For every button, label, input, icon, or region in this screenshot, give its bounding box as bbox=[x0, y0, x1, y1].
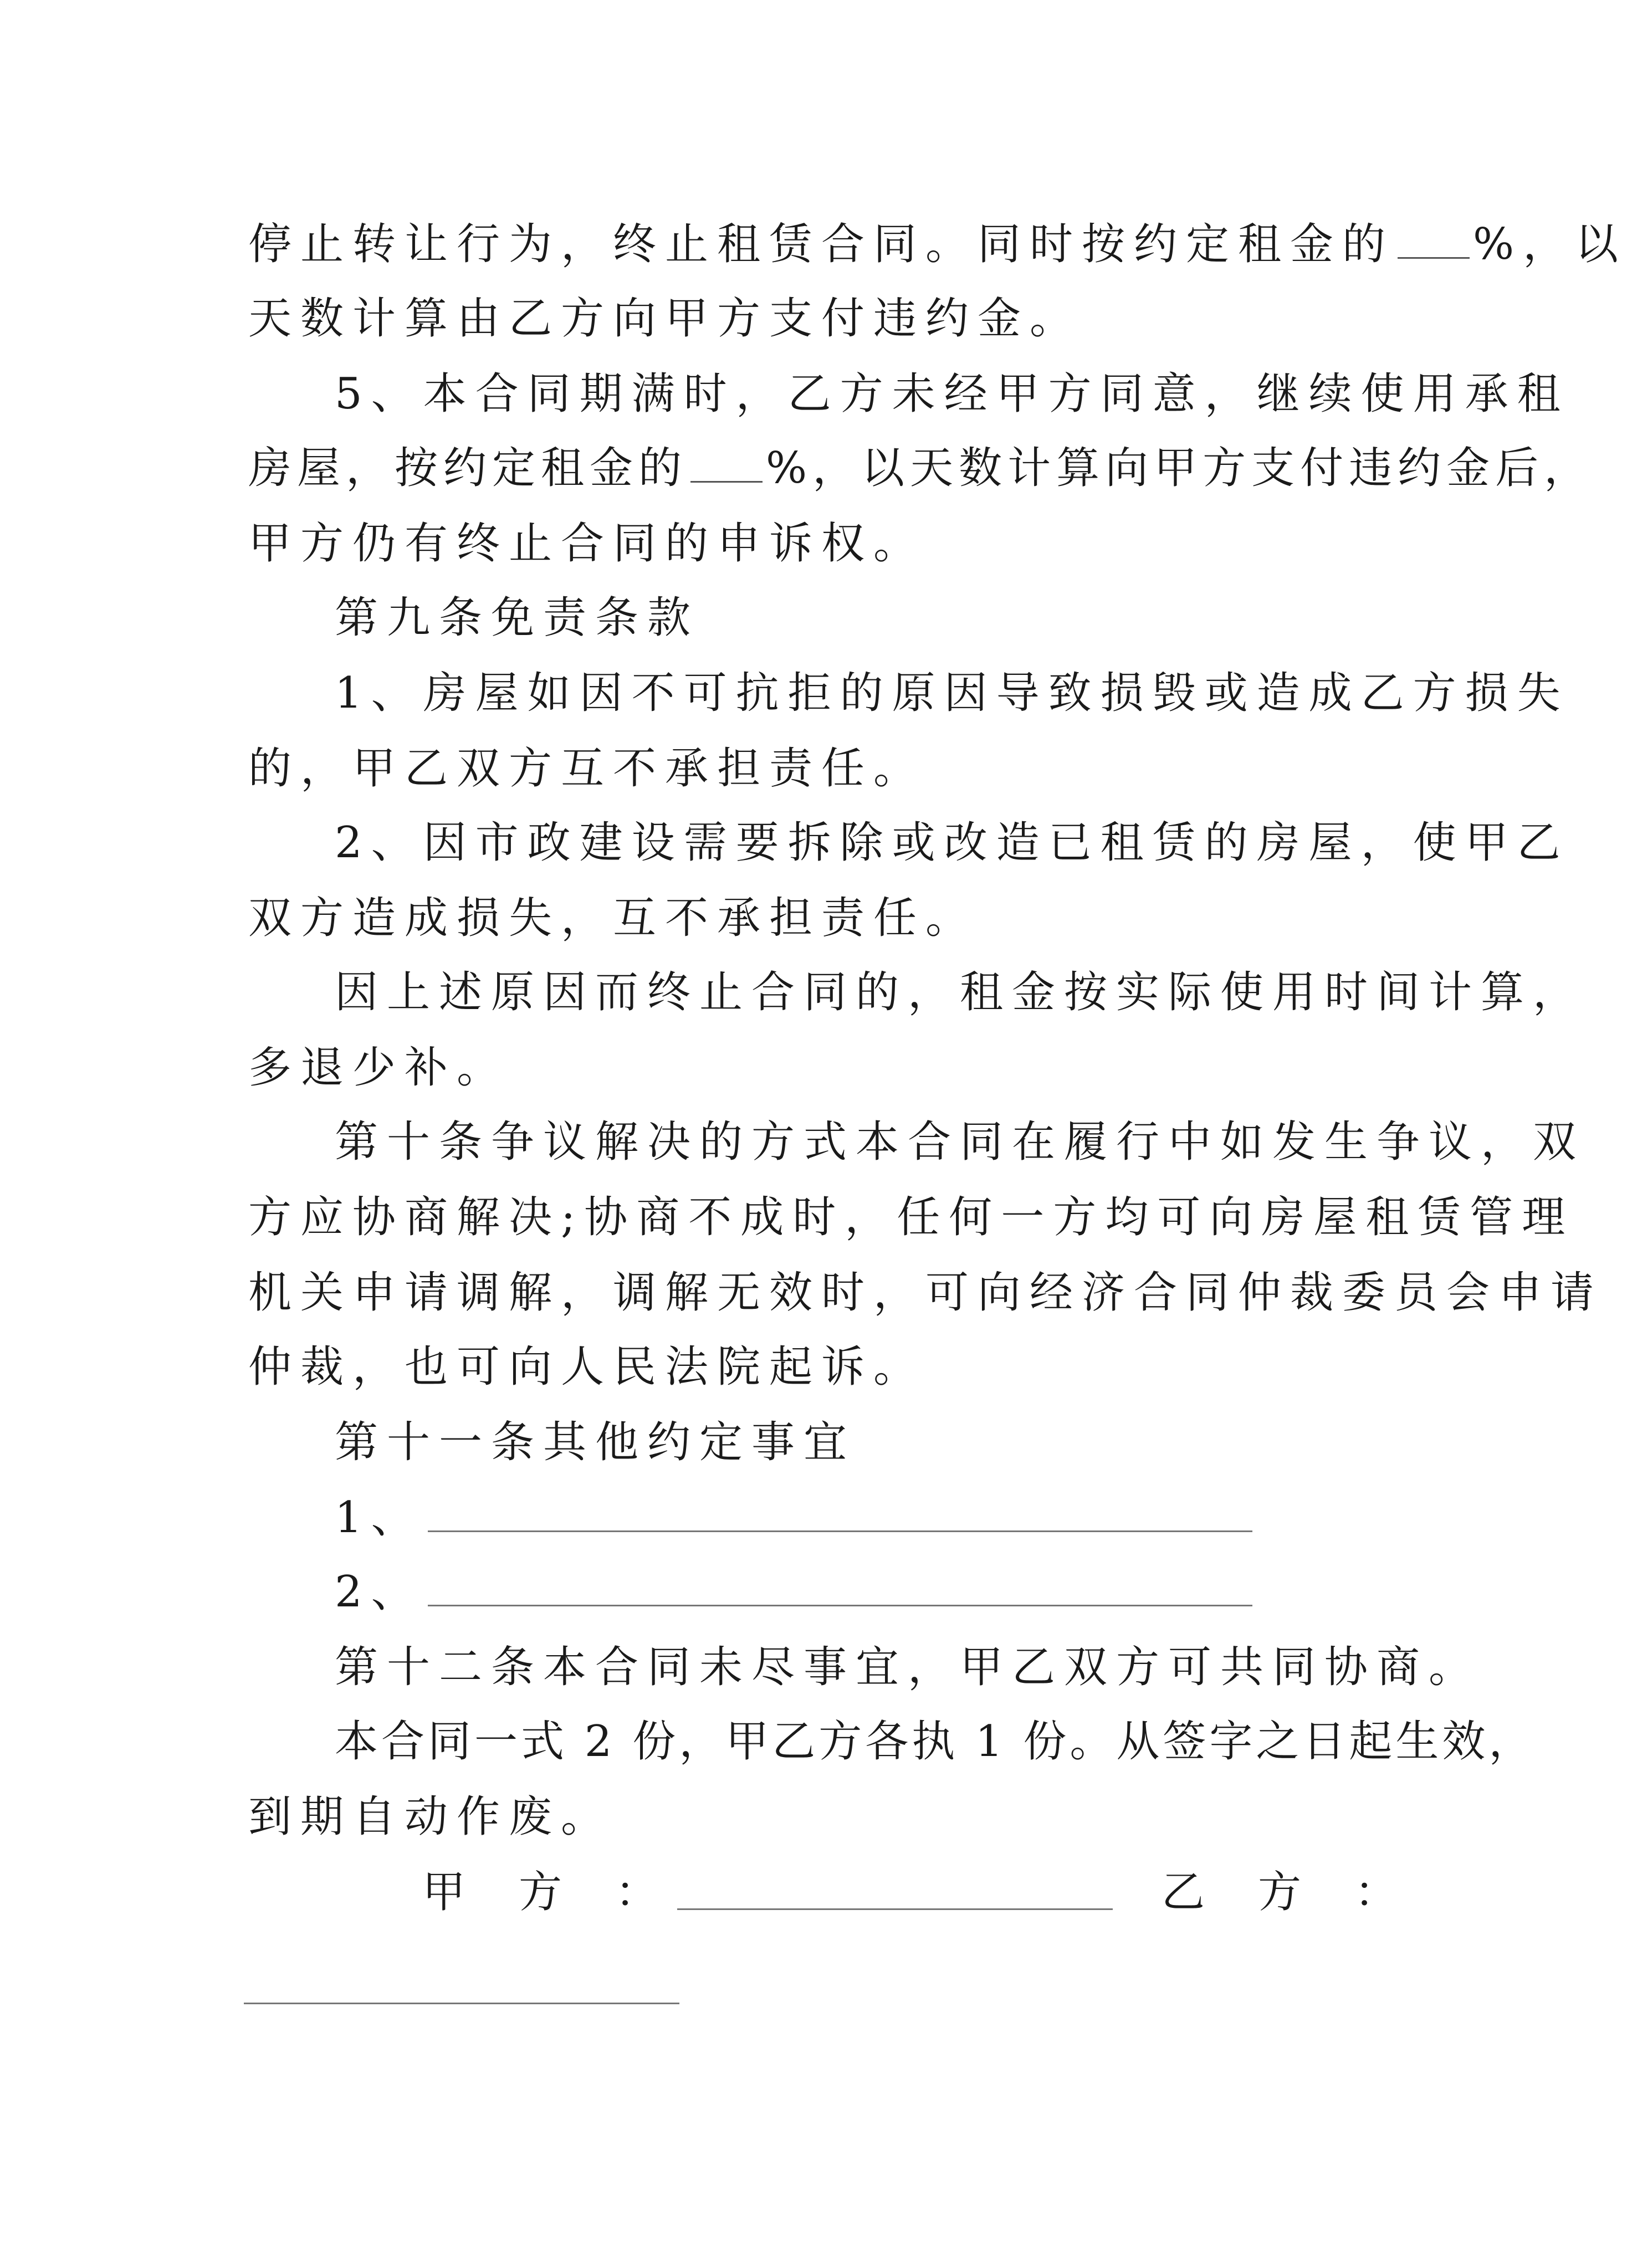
fill-in-blank[interactable] bbox=[690, 450, 763, 483]
paragraph-line: 到期自动作废。 bbox=[248, 1792, 613, 1842]
text-segment: 停止转让行为，终止租赁合同。同时按约定租金的 bbox=[248, 219, 1395, 269]
label-char: 乙 bbox=[1162, 1867, 1205, 1917]
article-title: 第九条免责条款 bbox=[335, 593, 700, 643]
paragraph-line: 5、本合同期满时，乙方未经甲方同意，继续使用承租 bbox=[335, 369, 1569, 419]
paragraph-line: 方应协商解决;协商不成时，任何一方均可向房屋租赁管理 bbox=[248, 1192, 1574, 1242]
paragraph-line: 天数计算由乙方向甲方支付违约金。 bbox=[248, 294, 1082, 344]
paragraph-line: 机关申请调解，调解无效时，可向经济合同仲裁委员会申请 bbox=[248, 1268, 1603, 1318]
label-char: 方 bbox=[519, 1867, 562, 1917]
label-char: ： bbox=[1354, 1867, 1398, 1917]
paragraph-line: 1、房屋如因不可抗拒的原因导致损毁或造成乙方损失 bbox=[335, 668, 1569, 718]
paragraph-line: 第十二条本合同未尽事宜，甲乙双方可共同协商。 bbox=[335, 1642, 1481, 1692]
paragraph-line: 仲裁，也可向人民法院起诉。 bbox=[248, 1342, 926, 1392]
paragraph-line: 的，甲乙双方互不承担责任。 bbox=[248, 744, 926, 793]
paragraph-line: 甲方仍有终止合同的申诉权。 bbox=[248, 519, 926, 569]
text-segment: %，以天数计算向甲方支付违约金后， bbox=[766, 443, 1593, 493]
paragraph-line: 多退少补。 bbox=[248, 1043, 509, 1093]
paragraph-line: 因上述原因而终止合同的，租金按实际使用时间计算， bbox=[335, 967, 1585, 1017]
paragraph-line: 第十条争议解决的方式本合同在履行中如发生争议，双 bbox=[335, 1117, 1585, 1167]
fill-in-blank[interactable] bbox=[1398, 226, 1470, 259]
party-a-label bbox=[422, 1867, 658, 1917]
label-char: ： bbox=[615, 1867, 659, 1917]
label-char: 方 bbox=[1258, 1867, 1302, 1917]
paragraph-line: 双方造成损失，互不承担责任。 bbox=[248, 893, 978, 943]
party-a-signature-line[interactable] bbox=[677, 1908, 1113, 1910]
fill-in-blank[interactable] bbox=[428, 1497, 1252, 1532]
article-title: 第十一条其他约定事宜 bbox=[335, 1417, 856, 1467]
party-b-label bbox=[1162, 1867, 1398, 1917]
paragraph-line bbox=[248, 443, 1593, 493]
paragraph-line: 本合同一式 2 份，甲乙方各执 1 份。从签字之日起生效， bbox=[335, 1717, 1536, 1767]
text-segment: 房屋，按约定租金的 bbox=[248, 443, 688, 493]
list-item-number: 1、 bbox=[335, 1493, 423, 1543]
list-item-number: 2、 bbox=[335, 1567, 423, 1617]
paragraph-line bbox=[248, 219, 1627, 269]
paragraph-line: 2、因市政建设需要拆除或改造已租赁的房屋，使甲乙 bbox=[335, 818, 1569, 868]
list-item bbox=[335, 1567, 1452, 1617]
text-segment: %，以 bbox=[1473, 219, 1627, 269]
list-item bbox=[335, 1493, 1452, 1543]
party-b-signature-line[interactable] bbox=[244, 2003, 679, 2004]
label-char: 甲 bbox=[422, 1867, 466, 1917]
fill-in-blank[interactable] bbox=[428, 1571, 1252, 1606]
